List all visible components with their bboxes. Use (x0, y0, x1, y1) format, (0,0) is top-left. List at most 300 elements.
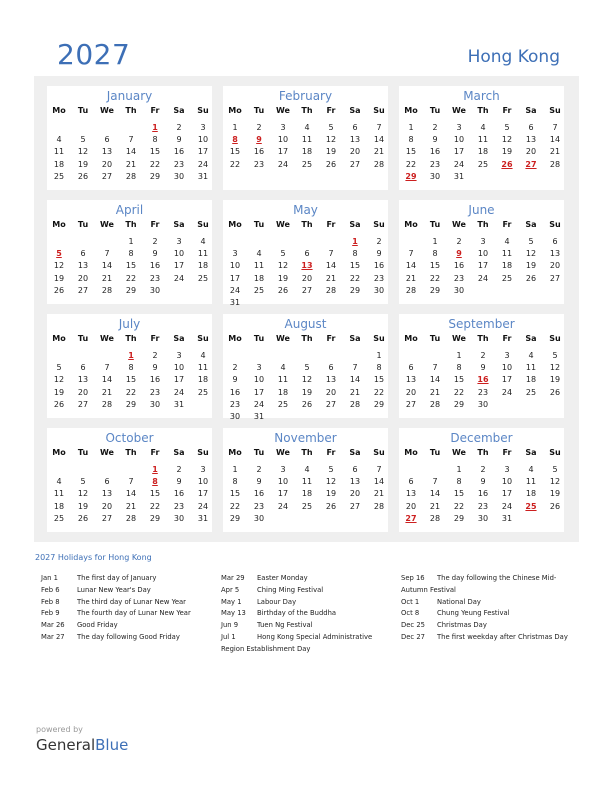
calendar-date: 4 (200, 351, 206, 360)
weekday-label: Th (301, 334, 313, 343)
calendar-date: 25 (197, 273, 209, 283)
weekday-label: Fr (326, 448, 336, 457)
calendar-date: 6 (528, 123, 534, 132)
holiday-date-label: Mar 27 (41, 632, 65, 641)
calendar-date: 15 (125, 261, 137, 271)
calendar-date: 19 (525, 261, 537, 271)
calendar-date: 30 (173, 171, 185, 181)
calendar-date: 6 (104, 477, 110, 487)
calendar-date: 12 (325, 477, 337, 487)
weekday-label: Su (373, 448, 385, 457)
calendar-date: 21 (125, 159, 137, 169)
holiday-date: 1 (352, 237, 358, 246)
calendar-date: 3 (256, 363, 262, 373)
calendar-date: 11 (197, 249, 209, 259)
calendar-date: 26 (549, 387, 561, 397)
weekday-label: Sa (173, 220, 185, 229)
weekday-label: Fr (150, 106, 160, 115)
calendar-date: 31 (229, 298, 241, 307)
calendar-date: 29 (125, 399, 137, 409)
calendar-date: 20 (549, 261, 561, 271)
calendar-date: 21 (125, 501, 137, 511)
calendar-date: 8 (352, 249, 358, 259)
calendar-date: 11 (477, 135, 489, 145)
calendar-date: 2 (152, 351, 158, 360)
calendar-date: 9 (152, 249, 158, 259)
calendar-date: 18 (253, 273, 265, 283)
calendar-date: 9 (232, 375, 238, 385)
holiday-entry (41, 573, 216, 585)
calendar-date: 8 (456, 363, 462, 373)
calendar-date: 17 (173, 375, 185, 385)
calendar-date: 5 (552, 465, 558, 474)
calendar-date: 11 (301, 135, 313, 145)
weekday-label: Th (477, 220, 489, 229)
calendar-date: 22 (453, 501, 465, 511)
calendar-date: 18 (477, 147, 489, 157)
calendar-date: 15 (405, 147, 417, 157)
calendar-date: 6 (552, 237, 558, 246)
calendar-date: 28 (405, 285, 417, 295)
calendar-date: 17 (197, 489, 209, 499)
calendar-date: 17 (197, 147, 209, 157)
calendar-date: 16 (173, 489, 185, 499)
weekday-header (47, 448, 212, 460)
calendar-date: 18 (197, 375, 209, 385)
calendar-date: 4 (200, 237, 206, 246)
holiday-entry (221, 597, 391, 609)
weekday-label: Mo (404, 220, 418, 229)
calendar-date: 5 (280, 249, 286, 259)
calendar-date: 29 (453, 399, 465, 409)
calendar-date: 25 (501, 273, 513, 283)
calendar-date: 4 (56, 135, 62, 145)
weekday-header (399, 220, 564, 232)
calendar-date: 31 (197, 171, 209, 181)
holiday-name: The third day of Lunar New Year (77, 597, 186, 606)
holiday-entry (41, 585, 216, 597)
calendar-date: 9 (152, 363, 158, 373)
calendar-date: 7 (432, 477, 438, 487)
calendar-date: 10 (173, 249, 185, 259)
month-title: February (278, 89, 333, 103)
calendar-date: 25 (253, 285, 265, 295)
calendar-date: 17 (229, 273, 241, 283)
calendar-date: 5 (328, 123, 334, 132)
calendar-date: 18 (53, 159, 65, 169)
weekday-label: Mo (52, 220, 66, 229)
holiday-column-1 (41, 573, 216, 644)
calendar-year: 2027 (57, 38, 131, 71)
calendar-date: 25 (277, 399, 289, 409)
weekday-label: Tu (429, 220, 441, 229)
calendar-date: 21 (101, 387, 113, 397)
weekday-label: We (276, 448, 290, 457)
calendar-date: 6 (304, 249, 310, 259)
calendar-date: 9 (256, 477, 262, 487)
month-february (223, 86, 388, 190)
weekday-header (223, 220, 388, 232)
calendar-date: 24 (197, 501, 209, 511)
calendar-date: 3 (200, 465, 206, 474)
calendar-date: 14 (373, 477, 385, 487)
calendar-date: 14 (125, 147, 137, 157)
calendar-date: 2 (256, 465, 262, 474)
calendar-date: 29 (453, 513, 465, 523)
calendar-date: 7 (104, 249, 110, 259)
calendar-date: 2 (456, 237, 462, 246)
month-title: March (463, 89, 500, 103)
calendar-date: 2 (176, 465, 182, 474)
calendar-date: 12 (549, 477, 561, 487)
calendar-date: 14 (429, 375, 441, 385)
weekday-header (223, 448, 388, 460)
calendar-date: 23 (229, 399, 241, 409)
weekday-label: Tu (77, 106, 89, 115)
weekday-label: Mo (52, 106, 66, 115)
holiday-column-2 (221, 573, 391, 656)
month-august (223, 314, 388, 421)
weekday-label: Su (549, 448, 561, 457)
calendar-date: 14 (373, 135, 385, 145)
calendar-date: 4 (256, 249, 262, 259)
calendar-date: 11 (525, 363, 537, 373)
weekday-label: Tu (77, 448, 89, 457)
calendar-date: 10 (229, 261, 241, 271)
calendar-date: 9 (376, 249, 382, 259)
calendar-date: 30 (229, 412, 241, 421)
calendar-date: 21 (429, 501, 441, 511)
month-title: January (106, 89, 153, 103)
calendar-date: 12 (77, 489, 89, 499)
calendar-date: 29 (125, 285, 137, 295)
calendar-date: 28 (429, 513, 441, 523)
calendar-date: 5 (528, 237, 534, 246)
calendar-date: 13 (549, 249, 561, 259)
calendar-date: 4 (304, 465, 310, 474)
calendar-date: 15 (149, 147, 161, 157)
weekday-label: Fr (150, 220, 160, 229)
calendar-date: 15 (429, 261, 441, 271)
calendar-date: 10 (173, 363, 185, 373)
calendar-date: 25 (53, 171, 65, 181)
calendar-date: 7 (104, 363, 110, 373)
calendar-date: 10 (501, 363, 513, 373)
holiday-date-label: Sep 16 (401, 574, 425, 582)
holiday-name: Labour Day (257, 597, 297, 606)
weekday-label: We (276, 106, 290, 115)
calendar-date: 25 (477, 159, 489, 169)
calendar-date: 28 (373, 159, 385, 169)
calendar-date: 20 (101, 501, 113, 511)
calendar-date: 24 (173, 273, 185, 283)
calendar-date: 7 (128, 135, 134, 145)
calendar-date: 25 (197, 387, 209, 397)
country-name: Hong Kong (467, 47, 560, 67)
calendar-date: 29 (429, 285, 441, 295)
calendar-date: 14 (429, 489, 441, 499)
calendar-date: 19 (53, 387, 65, 397)
weekday-label: Su (373, 220, 385, 229)
calendar-date: 22 (149, 501, 161, 511)
calendar-date: 22 (229, 501, 241, 511)
holiday-date: 1 (152, 465, 158, 474)
weekday-label: We (452, 448, 466, 457)
calendar-date: 28 (373, 501, 385, 511)
calendar-date: 30 (173, 513, 185, 523)
calendar-date: 19 (325, 489, 337, 499)
weekday-label: We (276, 220, 290, 229)
calendar-date: 15 (229, 147, 241, 157)
calendar-date: 23 (477, 501, 489, 511)
calendar-date: 2 (256, 123, 262, 132)
calendar-date: 13 (525, 135, 537, 145)
weekday-header (47, 106, 212, 118)
weekday-label: Fr (326, 220, 336, 229)
holiday-name: Christmas Day (437, 621, 487, 630)
calendar-date: 8 (128, 363, 134, 373)
calendar-date: 16 (453, 261, 465, 271)
calendar-date: 19 (501, 147, 513, 157)
calendar-date: 11 (53, 489, 65, 499)
calendar-date: 12 (501, 135, 513, 145)
holiday-name: Good Friday (77, 621, 118, 630)
weekday-label: Mo (228, 448, 242, 457)
holiday-date: 1 (128, 351, 134, 360)
weekday-label: Tu (429, 448, 441, 457)
weekday-label: We (100, 334, 114, 343)
weekday-label: Su (197, 220, 209, 229)
calendar-date: 30 (477, 399, 489, 409)
calendar-date: 3 (504, 351, 510, 360)
calendar-date: 24 (229, 285, 241, 295)
month-december (399, 428, 564, 532)
calendar-date: 26 (77, 513, 89, 523)
weekday-header (399, 334, 564, 346)
calendar-date: 9 (480, 363, 486, 373)
calendar-date: 21 (101, 273, 113, 283)
weekday-label: Fr (326, 106, 336, 115)
holiday-entry (41, 597, 216, 609)
calendar-date: 1 (408, 123, 414, 132)
holiday-date: 9 (456, 249, 462, 259)
calendar-date: 2 (376, 237, 382, 246)
powered-by-text: powered by (36, 725, 83, 734)
month-title: August (284, 317, 327, 331)
calendar-date: 23 (253, 501, 265, 511)
calendar-date: 27 (349, 501, 361, 511)
calendar-date: 23 (173, 159, 185, 169)
weekday-label: Th (125, 448, 137, 457)
calendar-date: 22 (125, 387, 137, 397)
calendar-date: 10 (477, 249, 489, 259)
month-title: November (274, 431, 337, 445)
calendar-date: 11 (525, 477, 537, 487)
calendar-date: 18 (301, 147, 313, 157)
calendar-date: 20 (101, 159, 113, 169)
weekday-header (223, 106, 388, 118)
calendar-date: 17 (501, 489, 513, 499)
calendar-date: 6 (328, 363, 334, 373)
calendar-date: 17 (501, 375, 513, 385)
calendar-date: 12 (525, 249, 537, 259)
calendar-date: 21 (373, 489, 385, 499)
holiday-name: The day following Good Friday (77, 632, 180, 641)
holiday-date-label: Jun 9 (221, 621, 239, 630)
holiday-date-label: Mar 26 (41, 621, 65, 630)
holiday-entry (221, 632, 391, 656)
holiday-name: The day following the Chinese Mid-Autumn Festival (401, 574, 557, 594)
holiday-entry (41, 608, 216, 620)
holiday-entry (221, 620, 391, 632)
calendar-date: 25 (525, 387, 537, 397)
calendar-date: 22 (229, 159, 241, 169)
calendar-date: 13 (101, 489, 113, 499)
calendar-date: 3 (504, 465, 510, 474)
calendar-date: 28 (549, 159, 561, 169)
calendar-date: 21 (429, 387, 441, 397)
calendar-date: 2 (176, 123, 182, 132)
calendar-date: 19 (77, 501, 89, 511)
calendar-date: 30 (149, 399, 161, 409)
calendar-date: 27 (101, 513, 113, 523)
month-title: October (105, 431, 154, 445)
calendar-date: 4 (528, 465, 534, 474)
calendar-date: 6 (80, 249, 86, 259)
calendar-date: 9 (176, 477, 182, 487)
weekday-label: Th (125, 106, 137, 115)
weekday-label: Sa (349, 448, 361, 457)
holiday-entry (221, 608, 391, 620)
calendar-date: 2 (432, 123, 438, 132)
calendar-date: 8 (432, 249, 438, 259)
calendar-date: 15 (453, 375, 465, 385)
holiday-entry (401, 608, 573, 620)
weekday-label: Tu (253, 334, 265, 343)
weekday-header (223, 334, 388, 346)
holiday-name: The first day of January (77, 574, 157, 582)
calendar-date: 8 (128, 249, 134, 259)
calendar-date: 10 (277, 135, 289, 145)
weekday-label: Th (477, 106, 489, 115)
calendar-date: 23 (253, 159, 265, 169)
weekday-label: We (100, 448, 114, 457)
holiday-date-label: May 13 (221, 609, 246, 618)
calendar-date: 14 (325, 261, 337, 271)
calendar-date: 16 (429, 147, 441, 157)
weekday-label: Fr (502, 220, 512, 229)
calendar-date: 15 (349, 261, 361, 271)
holiday-entry (221, 573, 391, 585)
calendar-date: 10 (253, 375, 265, 385)
calendar-date: 2 (480, 351, 486, 360)
holiday-date-label: Oct 8 (401, 609, 420, 618)
calendar-date: 1 (128, 237, 134, 246)
calendar-date: 27 (301, 285, 313, 295)
holiday-column-3 (401, 573, 573, 644)
weekday-label: Su (197, 448, 209, 457)
calendar-date: 26 (53, 399, 65, 409)
month-title: December (450, 431, 513, 445)
holiday-name: The fourth day of Lunar New Year (77, 609, 191, 618)
calendar-date: 13 (325, 375, 337, 385)
calendar-date: 14 (101, 261, 113, 271)
calendar-date: 31 (197, 513, 209, 523)
weekday-label: Tu (429, 334, 441, 343)
month-september (399, 314, 564, 418)
calendar-date: 21 (549, 147, 561, 157)
calendar-date: 23 (373, 273, 385, 283)
month-title: June (468, 203, 495, 217)
calendar-date: 6 (408, 477, 414, 487)
calendar-date: 16 (149, 261, 161, 271)
calendar-date: 4 (504, 237, 510, 246)
brand-general: General (36, 736, 96, 754)
weekday-label: We (452, 334, 466, 343)
calendar-date: 27 (549, 273, 561, 283)
calendar-date: 5 (80, 135, 86, 145)
calendar-date: 13 (349, 135, 361, 145)
calendar-date: 26 (549, 501, 561, 511)
calendar-date: 6 (408, 363, 414, 373)
weekday-header (399, 448, 564, 460)
calendar-date: 11 (301, 477, 313, 487)
weekday-label: Sa (349, 334, 361, 343)
calendar-date: 7 (432, 363, 438, 373)
calendar-date: 5 (328, 465, 334, 474)
calendar-date: 16 (229, 387, 241, 397)
calendar-date: 23 (149, 387, 161, 397)
calendar-date: 28 (125, 171, 137, 181)
holiday-date: 9 (256, 135, 262, 145)
calendar-date: 7 (352, 363, 358, 373)
calendar-date: 4 (280, 363, 286, 373)
weekday-label: Th (125, 220, 137, 229)
calendar-date: 14 (349, 375, 361, 385)
calendar-date: 19 (277, 273, 289, 283)
calendar-date: 7 (376, 465, 382, 474)
calendar-date: 13 (77, 375, 89, 385)
calendar-date: 11 (197, 363, 209, 373)
weekday-label: Tu (253, 106, 265, 115)
generalblue-logo (36, 736, 128, 754)
calendar-date: 23 (173, 501, 185, 511)
calendar-date: 27 (101, 171, 113, 181)
holiday-date: 27 (405, 513, 417, 523)
calendar-date: 6 (352, 465, 358, 474)
calendar-date: 19 (53, 273, 65, 283)
holiday-name: Chung Yeung Festival (437, 609, 510, 618)
calendar-date: 28 (125, 513, 137, 523)
calendar-date: 5 (504, 123, 510, 132)
calendar-date: 18 (53, 501, 65, 511)
calendar-date: 20 (405, 387, 417, 397)
calendar-date: 27 (77, 285, 89, 295)
calendar-date: 16 (149, 375, 161, 385)
calendar-date: 15 (453, 489, 465, 499)
calendar-date: 11 (53, 147, 65, 157)
holiday-entry (401, 632, 573, 644)
calendar-date: 10 (197, 477, 209, 487)
calendar-date: 30 (429, 171, 441, 181)
calendar-date: 3 (280, 123, 286, 132)
holiday-date: 29 (405, 171, 417, 181)
calendar-date: 20 (325, 387, 337, 397)
calendar-date: 16 (253, 489, 265, 499)
calendar-date: 17 (277, 147, 289, 157)
calendar-date: 5 (80, 477, 86, 487)
holiday-name: Easter Monday (257, 574, 308, 582)
